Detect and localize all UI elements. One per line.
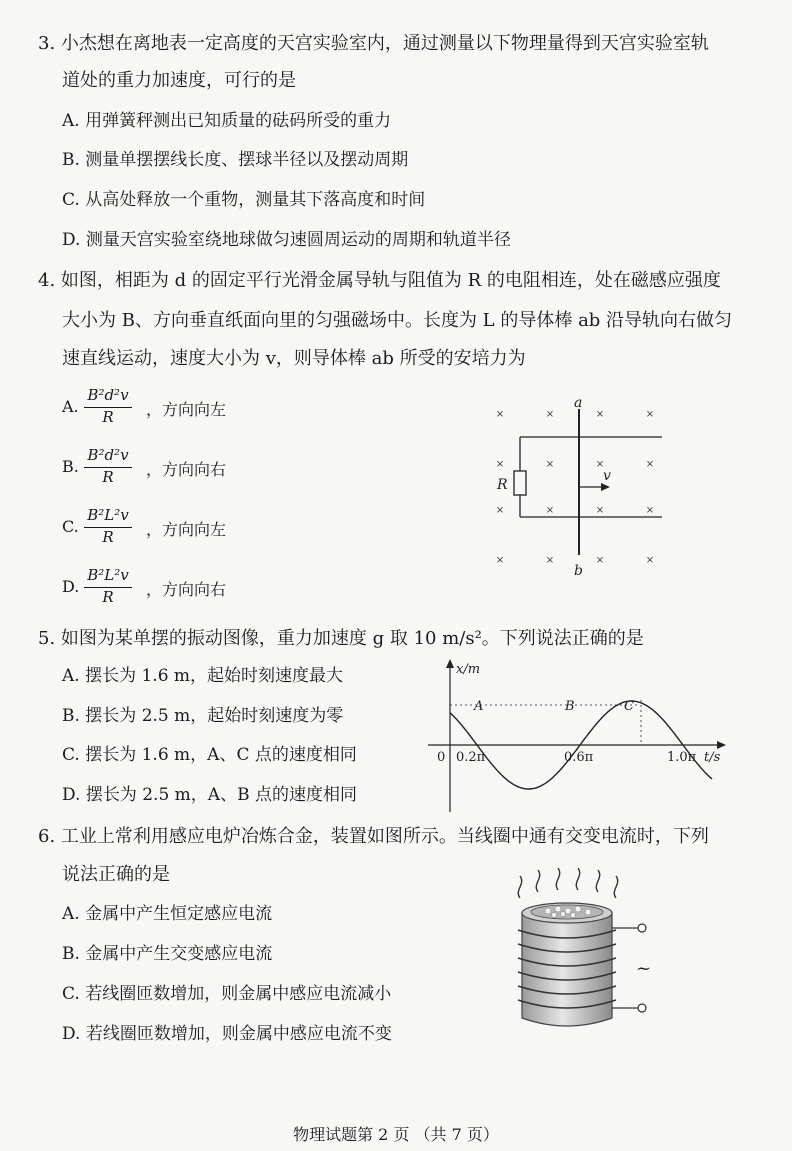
- q4-option-c-denominator: R: [102, 528, 114, 546]
- q3-option-b: B. 测量单摆摆线长度、摆球半径以及摆动周期: [62, 150, 409, 170]
- label-a: a: [574, 395, 583, 411]
- q4-option-b-denominator: R: [102, 468, 114, 486]
- q4-option-a-numerator: B²d²v: [87, 386, 129, 404]
- field-cross-icon: ×: [595, 555, 605, 566]
- point-label-b: B: [565, 699, 575, 714]
- q3-option-c: C. 从高处释放一个重物，测量其下落高度和时间: [62, 190, 426, 210]
- q4-option-a-label: A.: [62, 397, 79, 416]
- q5-stem-line1: 5. 如图为某单摆的振动图像，重力加速度 g 取 10 m/s²。下列说法正确的是: [38, 628, 644, 649]
- field-cross-icon: ×: [595, 505, 605, 516]
- q4-option-b-direction: ，方向向右: [146, 460, 227, 479]
- q3-stem-line1: 3. 小杰想在离地表一定高度的天宫实验室内，通过测量以下物理量得到天宫实验室轨: [38, 33, 709, 54]
- heat-wave-icon: [518, 868, 617, 898]
- field-cross-icon: ×: [595, 459, 605, 470]
- origin-label: 0: [437, 750, 446, 765]
- q4-stem-line2: 大小为 B、方向垂直纸面向里的匀强磁场中。长度为 L 的导体棒 ab 沿导轨向右做匀: [62, 310, 733, 331]
- field-cross-icon: ×: [595, 409, 605, 420]
- field-cross-icon: ×: [645, 505, 655, 516]
- q4-option-c-numerator: B²L²v: [87, 506, 129, 524]
- q5-oscillation-graph: [420, 655, 730, 815]
- y-axis-arrow-icon: [446, 659, 454, 668]
- field-cross-icon: ×: [495, 555, 505, 566]
- terminal-bottom-icon: [638, 1004, 646, 1012]
- page-footer: 物理试题第 2 页 （共 7 页）: [293, 1125, 499, 1144]
- label-b: b: [574, 563, 583, 579]
- q4-stem-line1: 4. 如图，相距为 d 的固定平行光滑金属导轨与阻值为 R 的电阻相连，处在磁感应强度: [38, 270, 721, 291]
- q6-option-a: A. 金属中产生恒定感应电流: [62, 904, 273, 924]
- q6-stem-line1: 6. 工业上常利用感应电炉冶炼合金，装置如图所示。当线圈中通有交变电流时，下列: [38, 826, 709, 847]
- velocity-arrowhead-icon: [601, 483, 610, 491]
- terminal-top-icon: [638, 924, 646, 932]
- q5-option-d: D. 摆长为 2.5 m，A、B 点的速度相同: [62, 785, 357, 805]
- field-cross-icon: ×: [545, 505, 555, 516]
- q4-stem-line3: 速直线运动，速度大小为 v，则导体棒 ab 所受的安培力为: [62, 348, 526, 369]
- field-cross-icon: ×: [645, 555, 655, 566]
- q4-option-b-numerator: B²d²v: [87, 446, 129, 464]
- q4-option-d-numerator: B²L²v: [87, 566, 129, 584]
- furnace-body: [522, 913, 612, 1026]
- q3-option-d: D. 测量天宫实验室绕地球做匀速圆周运动的周期和轨道半径: [62, 230, 511, 250]
- q5-option-a: A. 摆长为 1.6 m，起始时刻速度最大: [62, 666, 344, 686]
- x-axis-label: t/s: [704, 750, 721, 765]
- q4-option-a-direction: ，方向向左: [146, 400, 227, 419]
- field-cross-icon: ×: [545, 555, 555, 566]
- label-R: R: [497, 477, 508, 493]
- q4-option-a-denominator: R: [102, 408, 114, 426]
- q6-option-c: C. 若线圈匝数增加，则金属中感应电流减小: [62, 984, 392, 1004]
- field-cross-icon: ×: [645, 409, 655, 420]
- q4-option-d-denominator: R: [102, 588, 114, 606]
- field-cross-icon: ×: [545, 409, 555, 420]
- tick-label-0-6pi: 0.6π: [564, 750, 594, 765]
- resistor-icon: [514, 471, 526, 495]
- ac-source-symbol: ~: [636, 958, 652, 979]
- q6-stem-line2: 说法正确的是: [62, 864, 170, 885]
- point-label-c: C: [624, 699, 634, 714]
- y-axis-label: x/m: [456, 662, 481, 677]
- field-cross-icon: ×: [495, 505, 505, 516]
- q4-option-b-label: B.: [62, 457, 79, 476]
- tick-label-0-2pi: 0.2π: [456, 750, 486, 765]
- label-v: v: [603, 468, 611, 484]
- tick-label-1-0pi: 1.0π: [667, 750, 697, 765]
- q4-option-c-label: C.: [62, 517, 79, 536]
- q3-option-a: A. 用弹簧秤测出已知质量的砝码所受的重力: [62, 111, 392, 131]
- field-cross-icon: ×: [645, 459, 655, 470]
- field-cross-icon: ×: [495, 409, 505, 420]
- field-cross-icon: ×: [495, 459, 505, 470]
- q6-option-d: D. 若线圈匝数增加，则金属中感应电流不变: [62, 1024, 392, 1044]
- point-label-a: A: [474, 699, 484, 714]
- q4-option-d-direction: ，方向向右: [146, 580, 227, 599]
- x-axis-arrow-icon: [717, 741, 726, 749]
- q6-option-b: B. 金属中产生交变感应电流: [62, 944, 273, 964]
- field-cross-icon: ×: [545, 459, 555, 470]
- q3-stem-line2: 道处的重力加速度，可行的是: [62, 70, 296, 91]
- q4-option-d-label: D.: [62, 577, 80, 596]
- q6-induction-furnace-figure: [500, 868, 680, 1038]
- q4-circuit-figure: [480, 395, 680, 590]
- q5-option-b: B. 摆长为 2.5 m，起始时刻速度为零: [62, 706, 344, 726]
- q5-option-c: C. 摆长为 1.6 m，A、C 点的速度相同: [62, 745, 357, 765]
- q4-option-c-direction: ，方向向左: [146, 520, 227, 539]
